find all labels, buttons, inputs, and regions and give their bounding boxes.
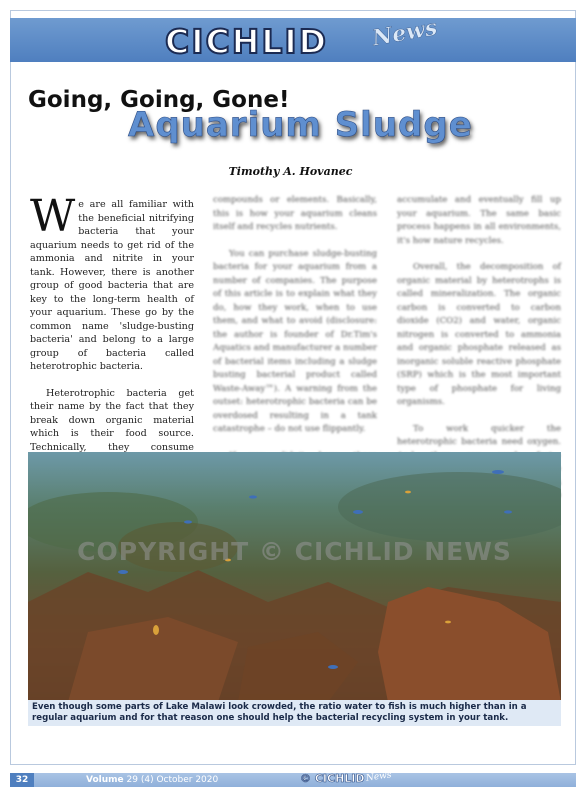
col3-paragraph-3: To work quicker the heterotrophic bacteria need oxygen.	[397, 423, 561, 447]
drop-cap: W	[30, 191, 76, 242]
lake-malawi-photo	[28, 452, 561, 702]
masthead-logo: CICHLID	[165, 22, 329, 61]
paragraph-2-text: Heterotrophic bacteria get their name by the fact that they break down organic material which is their food source. Technically, they consume	[30, 387, 194, 453]
paragraph-1	[30, 191, 194, 374]
article-title: Aquarium Sludge	[128, 105, 473, 145]
col3-paragraph-2: Overall, the decomposition of organic material by heterotrophs is called mineralization. The organic carbon is converted to carbon dioxide (CO2) and water, organic nitrogen is converted to ammonia and organic phosphate released as inorganic soluble reactive phosphate (SRP) which is the most important type of phosphate for living organisms.	[397, 262, 561, 407]
underwater-scene-illustration	[28, 452, 561, 702]
article-author: Timothy A. Hovanec	[228, 165, 353, 178]
col2-paragraph-2: You can purchase sludge-busting bacteria for your aquarium from a number of companies. The purpose of this article is to explain what they do, how they work, when to use them, and what to avoid (disclosure: the author is founder of Dr.Tim's Aquatics and manufacturer a number of bacterial items including a sludge busting bacterial product called Waste-Away™). A warning from the outset: heterotrophic bacteria can be overdosed resulting in a tank catastrophe – do not use flippantly.	[213, 248, 377, 434]
col2-paragraph-1: compounds or elements. Basically, this is how your aquarium cleans itself and recycles nutrients.	[213, 195, 377, 232]
volume-label: Volume	[86, 775, 124, 785]
col3-paragraph-1: accumulate and eventually fill up your aquarium. The same basic process happens in all environments, it's how nature recycles.	[397, 195, 561, 246]
page-number: 32	[10, 773, 34, 787]
article-kicker: Going, Going, Gone!	[28, 87, 290, 113]
copyright-watermark: COPYRIGHT © CICHLID NEWS	[77, 537, 512, 566]
footer-logo: © CICHLID	[300, 772, 365, 785]
issue-info	[86, 775, 218, 785]
volume-text: 29 (4) October 2020	[126, 775, 219, 785]
photo-caption: Even though some parts of Lake Malawi look crowded, the ratio water to fish is much higher than in a regular aquarium and for that reason one should help the bacterial recycling system in your tank.	[28, 700, 561, 726]
paragraph-1-text: e are all familiar with the beneficial nitrifying bacteria that your aquarium needs to get rid of the ammonia and nitrite in your tank. However, there is another group of good bacteria that are key to the long-term health of your aquarium. These go by the common name 'sludge-busting bacteria' and belong to a large group of bacteria called heterotrophic bacteria.	[30, 199, 194, 372]
masthead-news-script: News	[370, 14, 440, 52]
footer-news-script: News	[365, 770, 393, 784]
